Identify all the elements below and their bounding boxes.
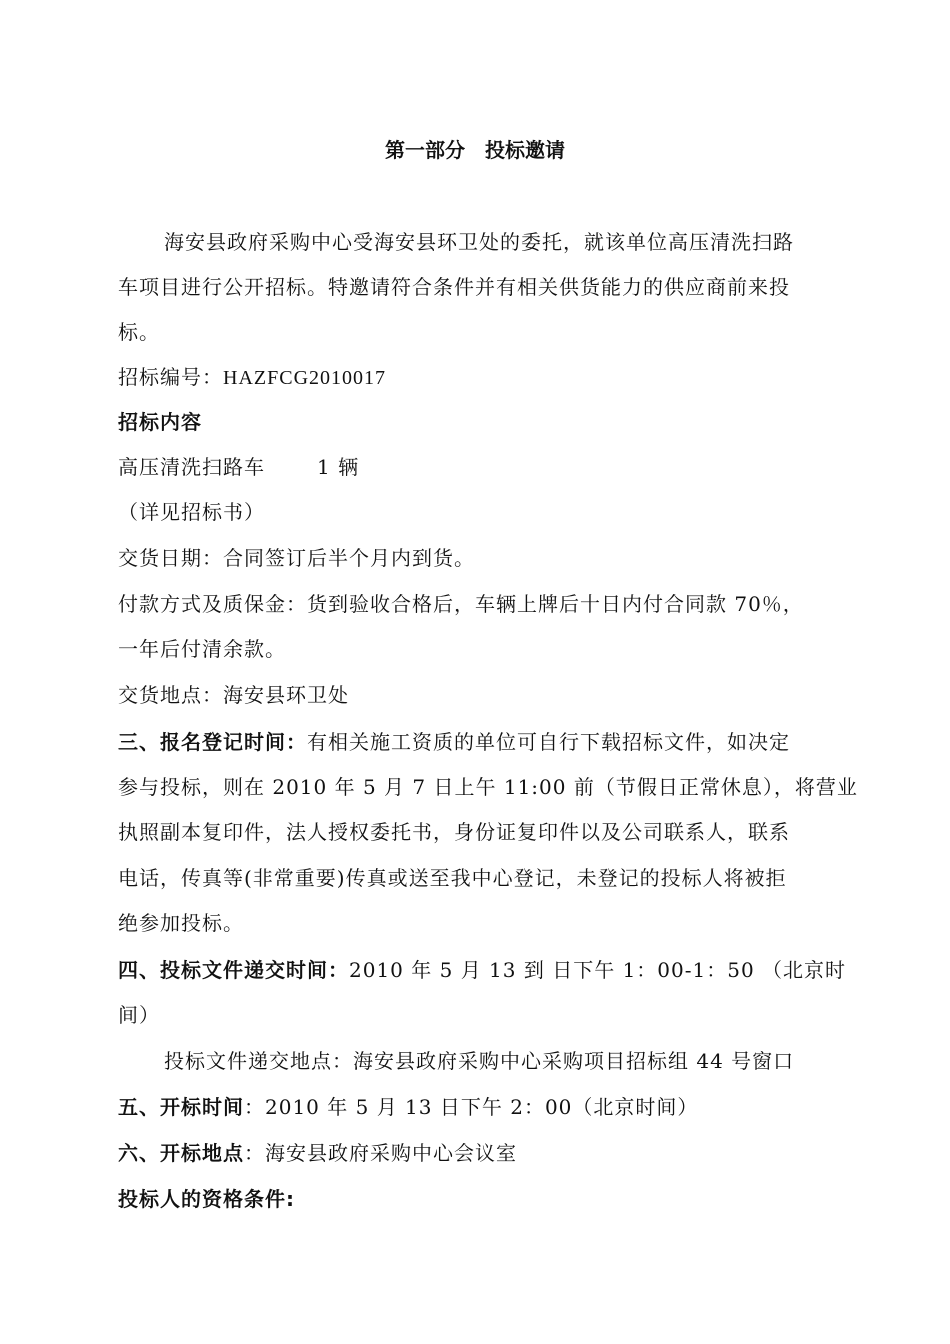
intro-line-1: 海安县政府采购中心受海安县环卫处的委托，就该单位高压清洗扫路	[164, 230, 794, 254]
section-5-heading: 五、开标时间	[118, 1095, 244, 1119]
section-4-line-2: 间）	[118, 1003, 160, 1027]
section-3-line-1	[118, 726, 858, 758]
section-3-line-4: 电话，传真等(非常重要)传真或送至我中心登记，未登记的投标人将被拒	[118, 866, 787, 890]
section-3-line-2: 参与投标，则在 2010 年 5 月 7 日上午 11:00 前（节假日正常休息），将营业	[118, 775, 858, 799]
section-3-heading: 三、报名登记时间：	[118, 730, 307, 754]
page-title: 第一部分 投标邀请	[385, 138, 565, 162]
item-line	[118, 451, 858, 483]
section-4-text: 2010 年 5 月 13 到 日下午 1：00-1：50 （北京时	[349, 958, 847, 982]
intro-line-3: 标。	[118, 320, 160, 344]
intro-line-2: 车项目进行公开招标。特邀请符合条件并有相关供货能力的供应商前来投	[118, 275, 790, 299]
section-6-line	[118, 1137, 858, 1169]
section-4-heading: 四、投标文件递交时间：	[118, 958, 349, 982]
item-name: 高压清洗扫路车	[118, 455, 265, 479]
submission-place: 投标文件递交地点：海安县政府采购中心采购项目招标组 44 号窗口	[164, 1049, 795, 1073]
section-3-line-5: 绝参加投标。	[118, 911, 244, 935]
section-6-text: ：海安县政府采购中心会议室	[244, 1141, 517, 1165]
payment-line-2: 一年后付清余款。	[118, 637, 286, 661]
section-4-line-1	[118, 954, 858, 986]
delivery-date: 交货日期：合同签订后半个月内到货。	[118, 546, 475, 570]
content-heading: 招标内容	[118, 410, 202, 434]
qualification-heading: 投标人的资格条件:	[118, 1187, 295, 1211]
bid-number-value: HAZFCG2010017	[223, 367, 387, 389]
section-6-heading: 六、开标地点	[118, 1141, 244, 1165]
bid-number-line	[118, 361, 858, 394]
section-5-text: ：2010 年 5 月 13 日下午 2：00（北京时间）	[244, 1095, 699, 1119]
see-tender-book: （详见招标书）	[118, 500, 265, 524]
bid-number-label: 招标编号：	[118, 365, 223, 389]
section-3-text: 有相关施工资质的单位可自行下载招标文件，如决定	[307, 730, 790, 754]
payment-line-1: 付款方式及质保金：货到验收合格后，车辆上牌后十日内付合同款 70％，	[118, 592, 804, 616]
section-3-line-3: 执照副本复印件，法人授权委托书，身份证复印件以及公司联系人，联系	[118, 820, 790, 844]
section-5-line	[118, 1091, 858, 1123]
item-quantity: 1 辆	[317, 455, 360, 479]
delivery-place: 交货地点：海安县环卫处	[118, 683, 349, 707]
